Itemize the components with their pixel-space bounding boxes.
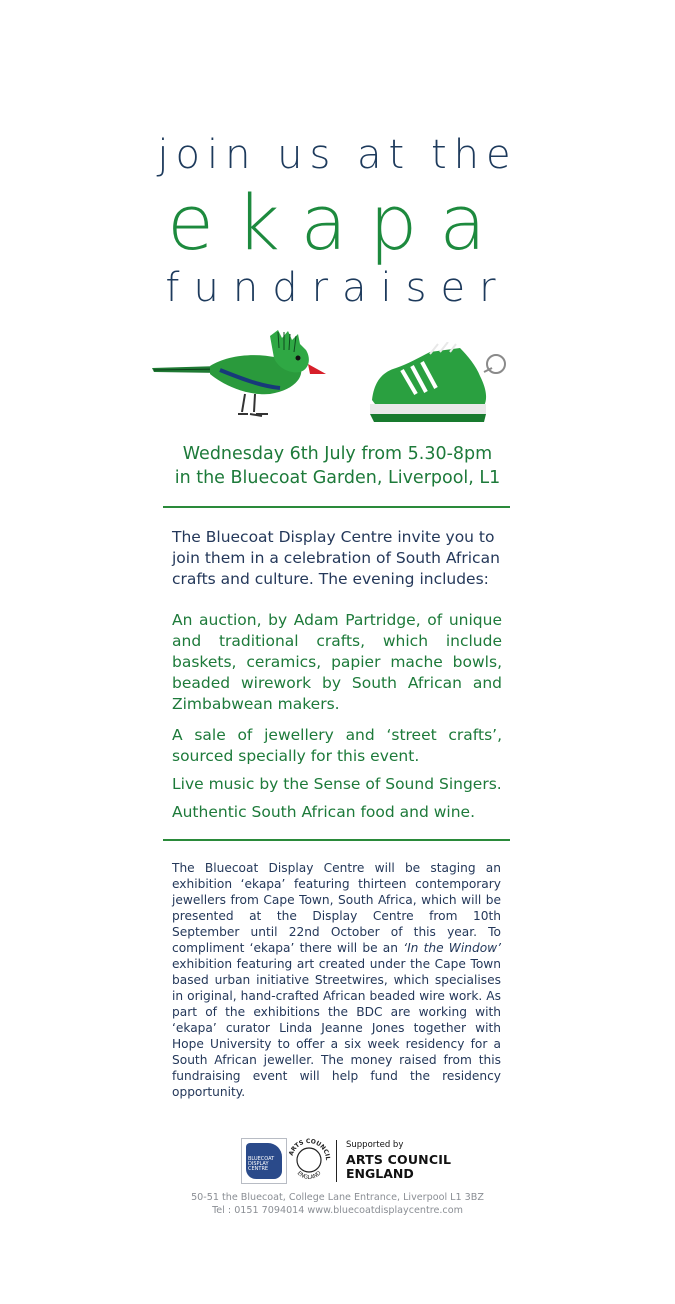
bluecoat-logo	[241, 1138, 287, 1184]
arts-council-seal-icon	[286, 1137, 332, 1183]
exhibition-paragraph	[172, 860, 501, 1100]
footer	[0, 1191, 675, 1217]
exhibition-text-2: exhibition featuring art created under the Cape Town based urban initiative Streetwires, which specialises in original, hand-crafted African beaded wire work. As part of the exhibitions the BDC are working with ‘ekapa’ curator Linda Jeanne Jones together with Hope University to offer a six week residency for a South African jeweller. The money raised from this fundraising event will help fund the residency opportunity.	[172, 957, 501, 1099]
event-where: in the Bluecoat Garden, Liverpool, L1	[174, 468, 501, 488]
event-when: Wednesday 6th July from 5.30-8pm	[182, 444, 493, 464]
bird-beak	[308, 364, 326, 374]
bird-eye	[296, 356, 301, 361]
footer-contact: Tel : 0151 7094014 www.bluecoatdisplaycentre.com	[212, 1205, 463, 1216]
list-item-sale: A sale of jewellery and ‘street crafts’, sourced specially for this event.	[172, 726, 502, 765]
divider-bottom	[163, 839, 510, 841]
list-item-auction: An auction, by Adam Partridge, of unique and traditional crafts, which include baskets, ceramics, papier mache bowls, beaded wirework by South African and Zimbabwean makers.	[172, 611, 502, 713]
supported-by-label: Supported by	[346, 1140, 404, 1150]
arts-council-name-line-2: ENGLAND	[346, 1166, 414, 1181]
list-item-food: Authentic South African food and wine.	[172, 803, 475, 821]
bird-legs	[238, 394, 268, 416]
exhibition-text-italic: ‘In the Window’	[403, 941, 502, 955]
logo-separator	[336, 1140, 337, 1182]
heading-line-2: ekapa	[167, 178, 508, 267]
heading-line-1: join us at the	[157, 132, 518, 178]
beaded-bird-icon	[150, 328, 330, 423]
exhibition-text-1: The Bluecoat Display Centre will be staging an exhibition ‘ekapa’ featuring thirteen contemporary jewellers from Cape Town, South Africa, which will be presented at the Display Centre from 10th September until 22nd October of this year. To compliment ‘ekapa’ there will be an	[172, 861, 501, 955]
footer-address: 50-51 the Bluecoat, College Lane Entrance, Liverpool L1 3BZ	[191, 1192, 484, 1203]
shoe-sole	[370, 404, 486, 414]
intro-paragraph: The Bluecoat Display Centre invite you to join them in a celebration of South African crafts and culture. The evening includes:	[172, 528, 500, 588]
key-ring	[487, 355, 505, 373]
svg-text:ARTS COUNCIL	[288, 1138, 331, 1161]
arts-council-name-line-1: ARTS COUNCIL	[346, 1152, 452, 1167]
divider-top	[163, 506, 510, 508]
bluecoat-logo-text: BLUECOAT DISPLAY CENTRE	[248, 1156, 275, 1172]
seal-top-text: ARTS COUNCIL	[287, 1137, 332, 1161]
beaded-shoe-icon	[368, 342, 508, 427]
list-item-music: Live music by the Sense of Sound Singers.	[172, 775, 502, 793]
event-details	[160, 442, 515, 490]
heading-line-3: fundraiser	[165, 265, 510, 311]
seal-bottom-text: ENGLAND	[295, 1170, 323, 1182]
